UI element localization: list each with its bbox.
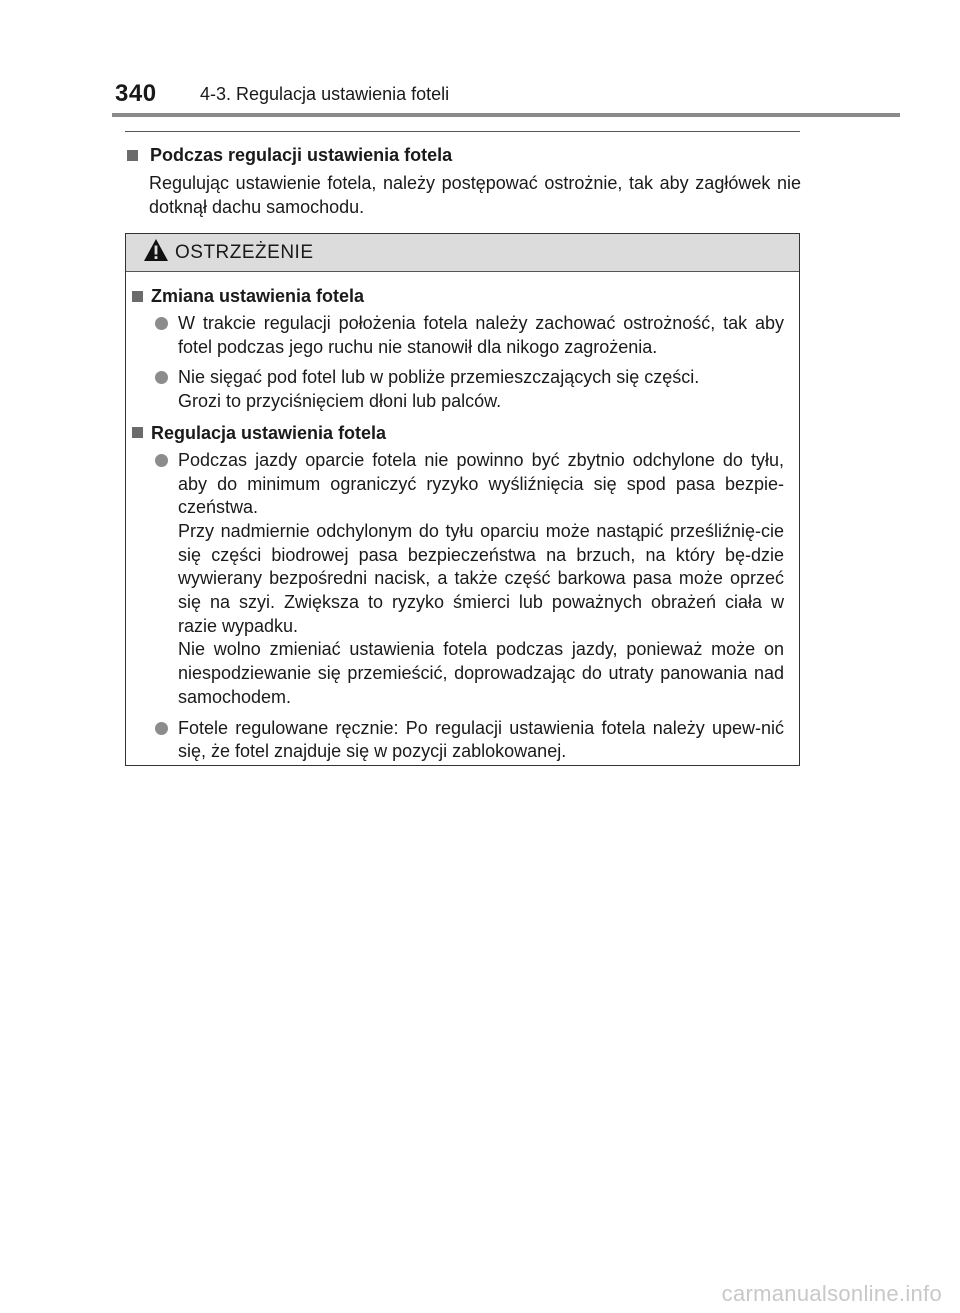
- bullet-text: Nie sięgać pod fotel lub w pobliże przemieszczających się części.: [178, 367, 700, 388]
- circle-bullet-icon: [155, 722, 168, 735]
- topic-body: Regulując ustawienie fotela, należy postępować ostrożnie, tak aby zagłówek nie dotknął dachu samochodu.: [149, 173, 801, 217]
- header-divider: [112, 113, 900, 117]
- bullet-text: W trakcie regulacji położenia fotela należy zachować ostrożność, tak aby fotel podczas jego ruchu nie stanowił dla nikogo zagrożenia.: [178, 313, 784, 357]
- list-item: [132, 312, 784, 359]
- warning-triangle-icon: [143, 238, 169, 267]
- page-header: [0, 0, 960, 118]
- bullet-text: Podczas jazdy oparcie fotela nie powinno być zbytnio odchylone do tyłu, aby do minimum ograniczyć ryzyko wyśliźnięcia się spod pasa bezpie-czeństwa.: [178, 449, 784, 518]
- warning-box: [125, 233, 800, 766]
- warning-header: [126, 234, 799, 272]
- square-bullet-icon: [132, 291, 143, 302]
- square-bullet-icon: [127, 150, 138, 161]
- warning-content: [126, 272, 799, 764]
- circle-bullet-icon: [155, 371, 168, 384]
- bullet-text: Przy nadmiernie odchylonym do tyłu oparciu może nastąpić prześliźnię-cie się części biodrowej pasa bezpieczeństwa na brzuch, na który bę-dzie wywierany bezpośredni nacisk, a także część barkowa pasa może oprzeć się na szyi. Zwiększa to ryzyko śmierci lub poważnych obrażeń ciała w razie wypadku.: [178, 520, 784, 636]
- topic-heading: Podczas regulacji ustawienia fotela: [150, 145, 453, 165]
- circle-bullet-icon: [155, 454, 168, 467]
- section-title: 4-3. Regulacja ustawienia foteli: [200, 84, 450, 104]
- topic-block: [125, 143, 801, 219]
- list-item: [132, 366, 784, 413]
- list-item: [132, 449, 784, 710]
- circle-bullet-icon: [155, 317, 168, 330]
- page-number: 340: [115, 80, 157, 107]
- bullet-text: Grozi to przyciśnięciem dłoni lub palców.: [178, 391, 502, 412]
- warning-section-heading: Regulacja ustawienia fotela: [151, 422, 387, 443]
- bullet-text: Nie wolno zmieniać ustawienia fotela podczas jazdy, ponieważ może on niespodziewanie się przemieścić, doprowadzając do utraty panowania nad samochodem.: [178, 639, 784, 707]
- square-bullet-icon: [132, 427, 143, 438]
- warning-section-heading: Zmiana ustawienia fotela: [151, 286, 365, 306]
- topic-divider: [125, 131, 800, 132]
- bullet-text: Fotele regulowane ręcznie: Po regulacji ustawienia fotela należy upew-nić się, że fotel znajduje się w pozycji zablokowanej.: [178, 717, 784, 762]
- watermark-link[interactable]: carmanualsonline.info: [721, 1281, 942, 1306]
- warning-title: OSTRZEŻENIE: [175, 241, 314, 263]
- list-item: [132, 717, 784, 764]
